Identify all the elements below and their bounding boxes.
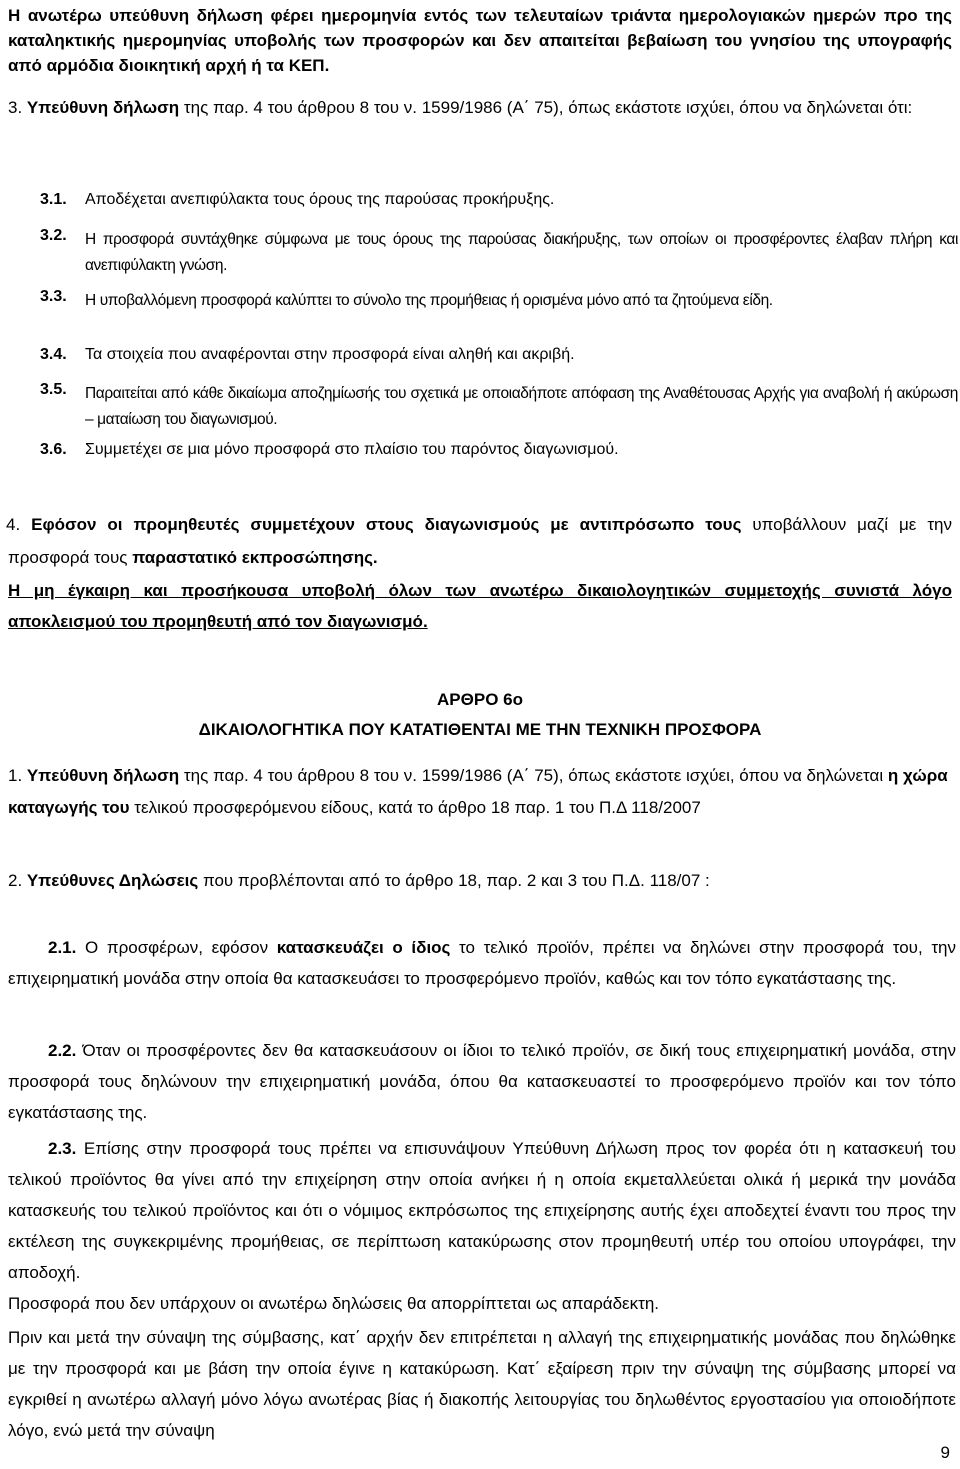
sub-item-number: 3.4. (40, 346, 67, 363)
sub-item-number: 3.6. (40, 441, 67, 458)
article-item-1-prefix: 1. (8, 766, 27, 785)
sub-item-3-3 (40, 288, 958, 313)
sub-item-number: 3.2. (40, 227, 67, 244)
article-item-2-1 (8, 932, 956, 994)
sub-item-number: 3.1. (40, 191, 67, 208)
article-item-1-rest: τελικού προσφερόμενου είδους, κατά το άρθρο 18 παρ. 1 του Π.Δ 118/2007 (129, 798, 701, 817)
item-3-bold: Υπεύθυνη δήλωση (26, 98, 180, 117)
article-item-2 (8, 871, 952, 891)
article-item-2-prefix: 2. (8, 871, 27, 890)
article-item-2-1-rest: το τελικό προϊόν, πρέπει να δηλώνει στην προσφορά του, την επιχειρηματική μονάδα στην οποία θα κατασκευάσει το προσφερόμενο προϊόν, καθώς και τον τόπο εγκατάστασης της. (8, 938, 956, 988)
article-number: ΑΡΘΡΟ 6ο (437, 690, 523, 709)
sub-item-3-6 (40, 441, 958, 459)
article-item-1 (8, 760, 956, 824)
intro-paragraph: Η ανωτέρω υπεύθυνη δήλωση φέρει ημερομηνία εντός των τελευταίων τριάντα ημερολογιακών ημερών προ της καταληκτικής ημερομηνίας υποβολής των προσφορών και δεν απαιτείται βεβαίωση του γνησίου της υπογραφής από αρμόδια διοικητική αρχή ή τα ΚΕΠ. (8, 6, 952, 75)
sub-item-3-5 (40, 381, 958, 433)
article-item-1-bold-2: η χώρα καταγωγής του (8, 766, 948, 817)
article-item-2-1-number: 2.1. (48, 938, 77, 957)
sub-item-text: Η υποβαλλόμενη προσφορά καλύπτει το σύνολο της προμήθειας ή ορισμένα μόνο από τα ζητούμενα είδη. (85, 292, 773, 309)
item-4-prefix: 4. (6, 515, 32, 534)
article-item-2-2-text: Όταν οι προσφέροντες δεν θα κατασκευάσουν οι ίδιοι το τελικό προϊόν, σε δική τους επιχειρηματική μονάδα, στην προσφορά τους δηλώνουν την επιχειρηματική μονάδα, όπου θα κατασκευαστεί το προσφερόμενο προϊόν και τον τόπο εγκατάστασης της. (8, 1041, 956, 1122)
item-4-mid: υποβάλλουν μαζί με την προσφορά τους (8, 515, 952, 567)
item-3-rest: της παρ. 4 του άρθρου 8 του ν. 1599/1986 (Α΄ 75), όπως εκάστοτε ισχύει, όπου να δηλώνεται ότι: (179, 98, 913, 117)
item-4-representative (8, 508, 952, 574)
article-item-2-1-bold: κατασκευάζει ο ίδιος (276, 938, 451, 957)
article-item-2-2-number: 2.2. (48, 1041, 77, 1060)
exclusion-warning: Η μη έγκαιρη και προσήκουσα υποβολή όλων των ανωτέρω δικαιολογητικών συμμετοχής συνιστά λόγο αποκλεισμού του προμηθευτή από τον διαγωνισμό. (8, 581, 952, 631)
sub-item-3-1 (40, 191, 958, 209)
item-3-declaration (8, 92, 952, 123)
article-item-2-rest: που προβλέπονται από το άρθρο 18, παρ. 2 και 3 του Π.Δ. 118/07 : (198, 871, 710, 890)
sub-item-text: Συμμετέχει σε μια μόνο προσφορά στο πλαίσιο του παρόντος διαγωνισμού. (85, 441, 619, 458)
sub-item-text: Η προσφορά συντάχθηκε σύμφωνα με τους όρους της παρούσας διακήρυξης, των οποίων οι προσφέροντες έλαβαν πλήρη και ανεπιφύλακτη γνώση. (85, 231, 958, 274)
article-item-2-2 (8, 1035, 956, 1128)
article-item-2-1-pre: Ο προσφέρων, εφόσον (76, 938, 277, 957)
sub-item-text: Παραιτείται από κάθε δικαίωμα αποζημίωσής του σχετικά με οποιαδήποτε απόφαση της Αναθέτουσας Αρχής για αναβολή ή ακύρωση – ματαίωση του διαγωνισμού. (85, 385, 958, 428)
article-title: ΔΙΚΑΙΟΛΟΓΗΤΙΚΑ ΠΟΥ ΚΑΤΑΤΙΘΕΝΤΑΙ ΜΕ ΤΗΝ ΤΕΧΝΙΚΗ ΠΡΟΣΦΟΡΑ (198, 720, 762, 739)
sub-item-number: 3.5. (40, 381, 67, 398)
sub-item-3-4 (40, 346, 958, 364)
page-number: 9 (940, 1443, 950, 1462)
article-item-1-bold-1: Υπεύθυνη δήλωση (26, 766, 180, 785)
sub-item-number: 3.3. (40, 288, 67, 305)
item-4-bold-1: Εφόσον οι προμηθευτές συμμετέχουν στους διαγωνισμούς με αντιπρόσωπο τους (31, 515, 742, 534)
item-3-prefix: 3. (8, 98, 27, 117)
change-of-unit-paragraph: Πριν και μετά την σύναψη της σύμβασης, κατ΄ αρχήν δεν επιτρέπεται η αλλαγή της επιχειρηματικής μονάδας που δηλώθηκε με την προσφορά και με βάση την οποία έγινε η κατακύρωση. Κατ΄ εξαίρεση πριν την σύναψη της σύμβασης μπορεί να εγκριθεί η ανωτέρω αλλαγή μόνο λόγω ανωτέρας βίας ή διακοπής λειτουργίας του δηλωθέντος εργοστασίου για οποιοδήποτε λόγο, ενώ μετά την σύναψη (8, 1328, 956, 1440)
article-item-2-3 (8, 1133, 956, 1288)
article-item-1-mid: της παρ. 4 του άρθρου 8 του ν. 1599/1986 (Α΄ 75), όπως εκάστοτε ισχύει, όπου να δηλώνεται (179, 766, 888, 785)
rejection-note: Προσφορά που δεν υπάρχουν οι ανωτέρω δηλώσεις θα απορρίπτεται ως απαράδεκτη. (8, 1294, 660, 1313)
sub-item-text: Τα στοιχεία που αναφέρονται στην προσφορά είναι αληθή και ακριβή. (85, 346, 575, 363)
article-item-2-3-number: 2.3. (48, 1139, 77, 1158)
sub-item-3-2 (40, 227, 958, 279)
sub-item-text: Αποδέχεται ανεπιφύλακτα τους όρους της παρούσας προκήρυξης. (85, 191, 555, 208)
article-item-2-3-text: Επίσης στην προσφορά τους πρέπει να επισυνάψουν Υπεύθυνη Δήλωση προς τον φορέα ότι η κατασκευή του τελικού προϊόντος θα γίνει από την επιχείρηση στην οποία ανήκει ή η οποία εκμεταλλεύεται ολικά ή μερικά την μονάδα κατασκευής του τελικού προϊόντος και ότι ο νόμιμος εκπρόσωπος της επιχείρησης αυτής έχει αποδεχτεί έναντι του προς την εκτέλεση της συγκεκριμένης προμήθειας, σε περίπτωση κατακύρωσης στον προμηθευτή υπέρ του οποίου υπογράφει, την αποδοχή. (8, 1139, 956, 1282)
item-4-bold-2: παραστατικό εκπροσώπησης. (132, 548, 378, 567)
article-item-2-bold: Υπεύθυνες Δηλώσεις (26, 871, 199, 890)
